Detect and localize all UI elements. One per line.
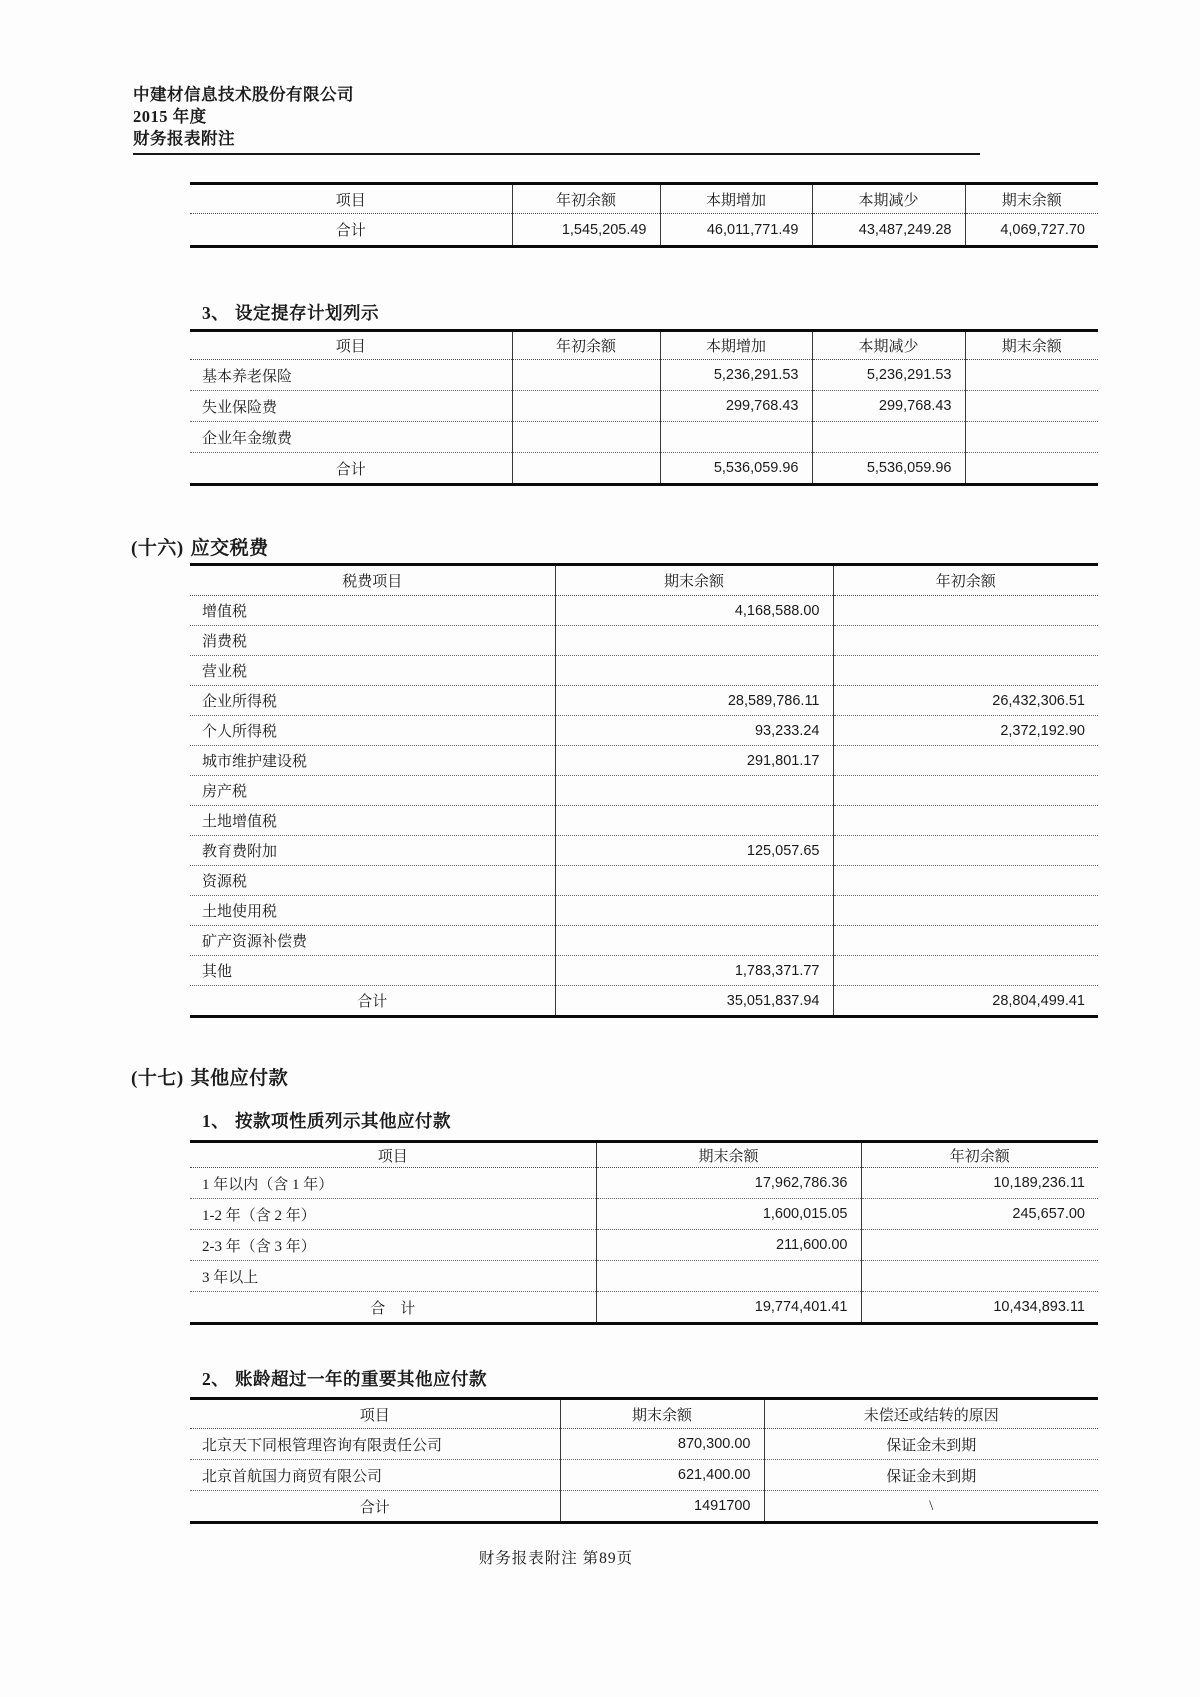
section-heading-defined-contribution-plan	[202, 300, 379, 325]
cell-value	[812, 422, 965, 453]
cell-value	[833, 866, 1098, 896]
section-heading-taxes-payable	[131, 533, 269, 560]
cell-value: 870,300.00	[560, 1429, 764, 1460]
cell-value	[833, 956, 1098, 986]
cell-value: 35,051,837.94	[555, 986, 833, 1017]
table-row	[190, 626, 1098, 656]
cell-value	[965, 360, 1098, 391]
column-header: 期末余额	[560, 1399, 764, 1429]
cell-value: 5,536,059.96	[660, 453, 812, 485]
company-name: 中建材信息技术股份有限公司	[133, 85, 354, 104]
cell-value	[512, 453, 660, 485]
cell-value	[555, 866, 833, 896]
cell-value	[555, 656, 833, 686]
cell-value	[833, 926, 1098, 956]
cell-value: 1491700	[560, 1491, 764, 1523]
cell-value	[512, 360, 660, 391]
cell-value	[861, 1230, 1098, 1261]
column-header: 期末余额	[596, 1142, 861, 1168]
table-row	[190, 716, 1098, 746]
row-label: 个人所得税	[190, 716, 555, 746]
cell-value	[965, 453, 1098, 485]
heading-title: 其他应付款	[190, 1068, 289, 1089]
section-heading-payables-by-nature	[202, 1108, 451, 1133]
table-row	[190, 866, 1098, 896]
row-label: 合计	[190, 986, 555, 1017]
cell-value: 93,233.24	[555, 716, 833, 746]
column-header: 项目	[190, 184, 512, 214]
cell-value	[833, 806, 1098, 836]
cell-value	[833, 896, 1098, 926]
column-header: 期末余额	[965, 331, 1098, 360]
cell-value	[555, 626, 833, 656]
document-header	[133, 84, 354, 150]
row-label: 1 年以内（含 1 年）	[202, 1176, 334, 1193]
cell-value: 43,487,249.28	[812, 214, 965, 247]
cell-value: 保证金未到期	[764, 1460, 1098, 1491]
cell-value	[833, 656, 1098, 686]
cell-value: 211,600.00	[596, 1230, 861, 1261]
total-row	[190, 986, 1098, 1017]
cell-value: 28,804,499.41	[833, 986, 1098, 1017]
heading-title: 应交税费	[190, 538, 269, 559]
cell-value: 245,657.00	[861, 1199, 1098, 1230]
column-header: 年初余额	[833, 565, 1098, 596]
heading-number: 3、	[202, 303, 230, 323]
column-header: 本期增加	[660, 184, 812, 214]
total-row	[190, 1491, 1098, 1523]
column-header: 期末余额	[965, 184, 1098, 214]
heading-title: 账龄超过一年的重要其他应付款	[235, 1369, 487, 1389]
table-row	[190, 1429, 1098, 1460]
taxes-payable-table	[190, 563, 1098, 1018]
row-label: 土地使用税	[190, 896, 555, 926]
cell-value: 5,236,291.53	[660, 360, 812, 391]
cell-value: 2,372,192.90	[833, 716, 1098, 746]
column-header: 年初余额	[512, 184, 660, 214]
row-label: 北京天下同根管理咨询有限责任公司	[202, 1437, 443, 1454]
cell-value	[596, 1261, 861, 1292]
cell-value: 299,768.43	[812, 391, 965, 422]
cell-value	[555, 806, 833, 836]
header-row	[190, 184, 1098, 214]
cell-value	[965, 391, 1098, 422]
cell-value: 5,536,059.96	[812, 453, 965, 485]
defined-contribution-table	[190, 329, 1098, 486]
cell-value: 19,774,401.41	[596, 1292, 861, 1324]
cell-value	[833, 746, 1098, 776]
cell-value	[833, 776, 1098, 806]
table-row	[190, 686, 1098, 716]
payables-by-nature-table	[190, 1140, 1098, 1325]
heading-number: (十七)	[131, 1068, 184, 1089]
total-row	[190, 214, 1098, 247]
cell-value: 10,434,893.11	[861, 1292, 1098, 1324]
row-label: 基本养老保险	[202, 368, 293, 385]
column-header: 本期减少	[812, 331, 965, 360]
row-label: 消费税	[190, 626, 555, 656]
table-row	[190, 776, 1098, 806]
row-label: 2-3 年（含 3 年）	[190, 1230, 596, 1261]
column-header: 年初余额	[512, 331, 660, 360]
heading-number: 2、	[202, 1369, 230, 1389]
table-row	[190, 836, 1098, 866]
cell-value: 299,768.43	[660, 391, 812, 422]
table-row	[190, 391, 1098, 422]
column-header: 未偿还或结转的原因	[764, 1399, 1098, 1429]
row-label: 北京首航国力商贸有限公司	[190, 1460, 560, 1491]
cell-value	[660, 422, 812, 453]
row-label: 合计	[190, 453, 512, 485]
table-row	[190, 1168, 1098, 1199]
row-label: 其他	[190, 956, 555, 986]
table-row	[190, 1261, 1098, 1292]
table-row	[190, 896, 1098, 926]
cell-value	[833, 626, 1098, 656]
row-label: 教育费附加	[190, 836, 555, 866]
heading-number: 1、	[202, 1111, 230, 1131]
section-heading-other-payables	[131, 1063, 288, 1090]
row-label: 失业保险费	[190, 391, 512, 422]
cell-value	[833, 836, 1098, 866]
row-label: 矿产资源补偿费	[190, 926, 555, 956]
cell-value: 1,783,371.77	[555, 956, 833, 986]
heading-title: 设定提存计划列示	[235, 303, 379, 323]
cell-value: 4,069,727.70	[965, 214, 1098, 247]
cell-value: 10,189,236.11	[861, 1168, 1098, 1199]
row-label: 城市维护建设税	[190, 746, 555, 776]
cell-value	[512, 391, 660, 422]
cell-value: 1,600,015.05	[596, 1199, 861, 1230]
header-row	[190, 1399, 1098, 1429]
row-label: 增值税	[202, 604, 248, 620]
row-label: 合 计	[190, 1292, 596, 1324]
column-header: 期末余额	[555, 565, 833, 596]
heading-number: (十六)	[131, 538, 184, 559]
page-footer: 财务报表附注 第89页	[478, 1550, 634, 1567]
total-row	[190, 453, 1098, 485]
cell-value: 17,962,786.36	[596, 1168, 861, 1199]
column-header: 本期减少	[812, 184, 965, 214]
cell-value: 26,432,306.51	[833, 686, 1098, 716]
cell-value: 291,801.17	[555, 746, 833, 776]
column-header: 本期增加	[660, 331, 812, 360]
cell-value	[555, 776, 833, 806]
report-year: 2015 年度	[133, 107, 207, 126]
row-label: 营业税	[190, 656, 555, 686]
cell-value	[555, 926, 833, 956]
cell-value	[965, 422, 1098, 453]
row-label: 房产税	[190, 776, 555, 806]
cell-value: 621,400.00	[560, 1460, 764, 1491]
summary-continuation-table	[190, 182, 1098, 248]
cell-value: \	[764, 1491, 1098, 1523]
cell-value: 5,236,291.53	[812, 360, 965, 391]
heading-title: 按款项性质列示其他应付款	[235, 1111, 451, 1131]
table-row	[190, 1199, 1098, 1230]
row-label: 企业年金缴费	[190, 422, 512, 453]
column-header: 项目	[190, 331, 512, 360]
cell-value: 4,168,588.00	[555, 596, 833, 626]
table-row	[190, 656, 1098, 686]
table-row	[190, 1230, 1098, 1261]
row-label: 3 年以上	[190, 1261, 596, 1292]
column-header: 税费项目	[190, 565, 555, 596]
table-row	[190, 746, 1098, 776]
cell-value: 保证金未到期	[764, 1429, 1098, 1460]
aged-payables-table	[190, 1397, 1098, 1524]
cell-value: 125,057.65	[555, 836, 833, 866]
table-row	[190, 360, 1098, 391]
cell-value	[555, 896, 833, 926]
header-row	[190, 331, 1098, 360]
header-row	[190, 565, 1098, 596]
cell-value: 46,011,771.49	[660, 214, 812, 247]
row-label: 土地增值税	[190, 806, 555, 836]
row-label: 合计	[335, 223, 366, 239]
column-header: 年初余额	[861, 1142, 1098, 1168]
total-row	[190, 1292, 1098, 1324]
cell-value	[512, 422, 660, 453]
table-row	[190, 926, 1098, 956]
cell-value: 28,589,786.11	[555, 686, 833, 716]
table-row	[190, 806, 1098, 836]
header-divider	[133, 153, 980, 155]
table-row	[190, 596, 1098, 626]
column-header: 项目	[190, 1142, 596, 1168]
row-label: 1-2 年（含 2 年）	[190, 1199, 596, 1230]
row-label: 资源税	[190, 866, 555, 896]
section-heading-aged-payables	[202, 1366, 487, 1391]
row-label: 企业所得税	[190, 686, 555, 716]
cell-value: 1,545,205.49	[512, 214, 660, 247]
table-row	[190, 956, 1098, 986]
header-row	[190, 1142, 1098, 1168]
row-label: 合计	[190, 1491, 560, 1523]
table-row	[190, 1460, 1098, 1491]
report-title: 财务报表附注	[133, 129, 235, 148]
cell-value	[861, 1261, 1098, 1292]
column-header: 项目	[190, 1399, 560, 1429]
cell-value	[833, 596, 1098, 626]
table-row	[190, 422, 1098, 453]
